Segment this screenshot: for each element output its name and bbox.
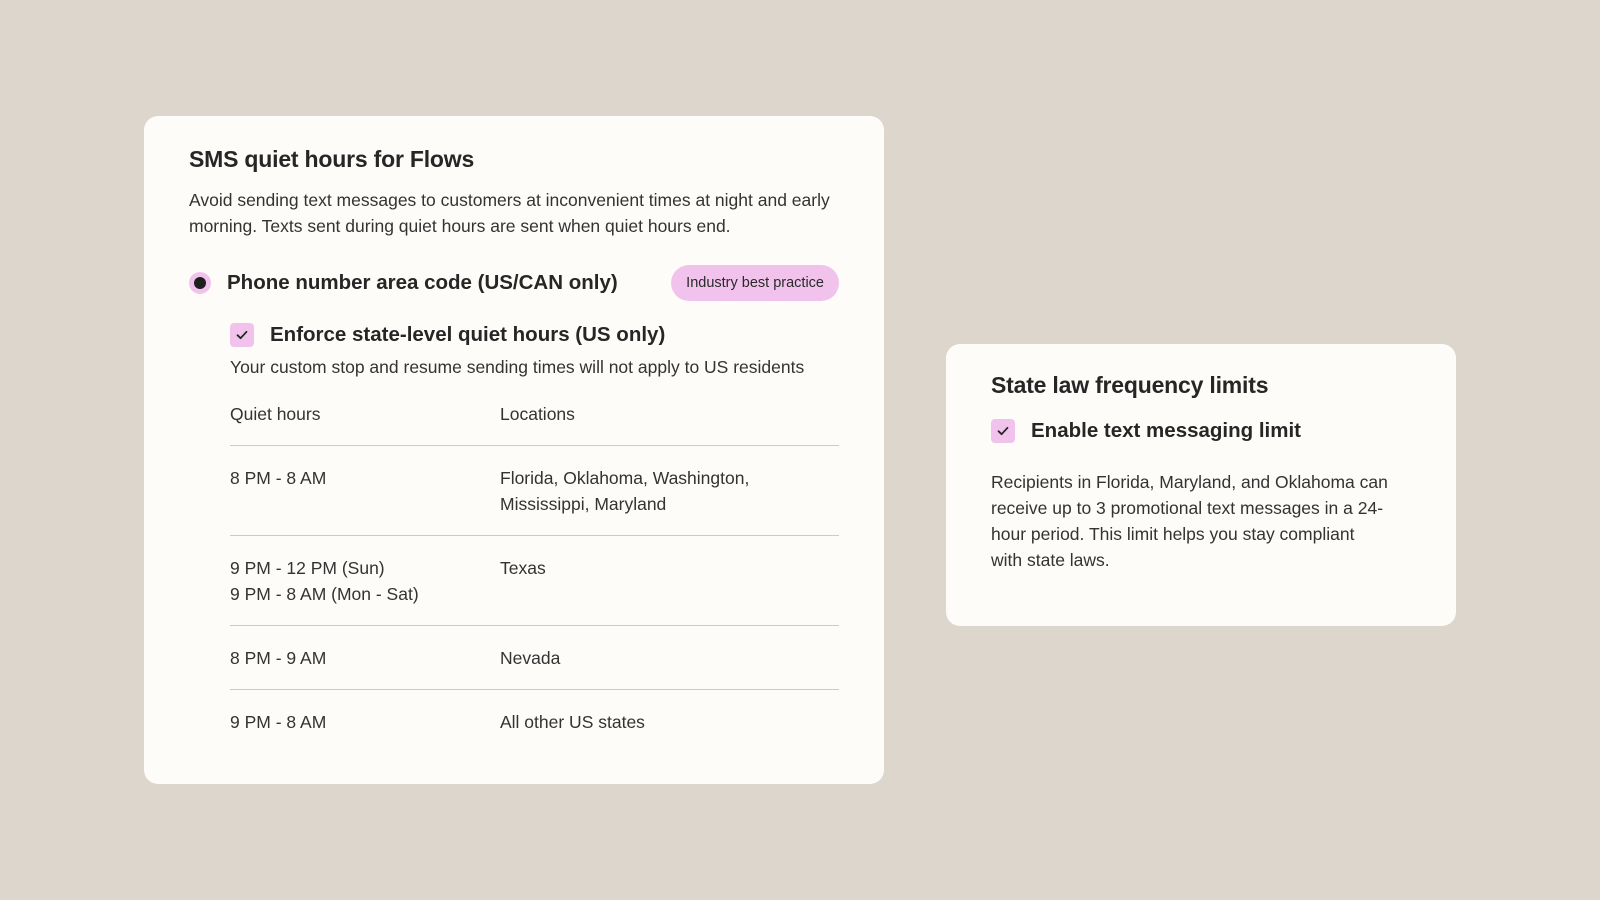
radio-button-selected[interactable] <box>189 272 211 294</box>
checkmark-icon <box>996 424 1010 438</box>
locations-value: All other US states <box>500 712 645 732</box>
enforce-section <box>230 323 839 753</box>
quiet-hours-value: 9 PM - 8 AM (Mon - Sat) <box>230 584 419 604</box>
area-code-option-label[interactable]: Phone number area code (US/CAN only) <box>227 271 618 294</box>
sms-quiet-hours-card <box>144 116 884 784</box>
header-locations: Locations <box>500 396 839 446</box>
quiet-hours-title: SMS quiet hours for Flows <box>189 146 475 172</box>
quiet-hours-cell <box>230 536 500 626</box>
header-quiet-hours: Quiet hours <box>230 396 500 446</box>
area-code-option[interactable] <box>189 265 839 301</box>
messaging-limit-checkbox[interactable] <box>991 419 1015 443</box>
locations-cell <box>500 536 839 626</box>
quiet-hours-value: 9 PM - 8 AM <box>230 712 327 732</box>
frequency-description-line: Recipients in Florida, Maryland, and Oklahoma can <box>991 472 1388 492</box>
quiet-hours-cell <box>230 626 500 690</box>
table-row <box>230 690 839 754</box>
table-row <box>230 626 839 690</box>
enforce-note: Your custom stop and resume sending times will not apply to US residents <box>230 357 805 377</box>
enforce-checkbox-label[interactable]: Enforce state-level quiet hours (US only) <box>270 323 666 346</box>
table-row <box>230 446 839 536</box>
locations-value: Mississippi, Maryland <box>500 494 667 514</box>
quiet-hours-table <box>230 396 839 753</box>
table-header-row <box>230 396 839 446</box>
locations-cell <box>500 690 839 754</box>
quiet-hours-description: Avoid sending text messages to customers at inconvenient times at night and early morning. Texts sent during quiet hours are sent when quiet hours end. <box>189 190 830 236</box>
locations-value: Nevada <box>500 648 561 668</box>
table-row <box>230 536 839 626</box>
messaging-limit-label[interactable]: Enable text messaging limit <box>1031 419 1301 442</box>
radio-dot-icon <box>194 277 206 289</box>
locations-cell <box>500 626 839 690</box>
checkmark-icon <box>235 328 249 342</box>
frequency-title: State law frequency limits <box>991 372 1269 398</box>
quiet-hours-value: 8 PM - 8 AM <box>230 468 327 488</box>
frequency-description <box>991 469 1411 573</box>
locations-cell <box>500 446 839 536</box>
quiet-hours-cell <box>230 690 500 754</box>
enforce-state-quiet-hours-option[interactable] <box>230 323 839 347</box>
quiet-hours-value: 8 PM - 9 AM <box>230 648 327 668</box>
best-practice-badge: Industry best practice <box>671 265 839 301</box>
quiet-hours-value: 9 PM - 12 PM (Sun) <box>230 558 385 578</box>
enable-messaging-limit-option[interactable] <box>991 419 1411 443</box>
locations-value: Texas <box>500 558 546 578</box>
quiet-hours-cell <box>230 446 500 536</box>
frequency-description-line: hour period. This limit helps you stay compliant <box>991 524 1355 544</box>
frequency-description-line: receive up to 3 promotional text messages in a 24- <box>991 498 1384 518</box>
enforce-checkbox[interactable] <box>230 323 254 347</box>
state-law-frequency-card <box>946 344 1456 626</box>
locations-value: Florida, Oklahoma, Washington, <box>500 468 750 488</box>
frequency-description-line: with state laws. <box>991 550 1110 570</box>
